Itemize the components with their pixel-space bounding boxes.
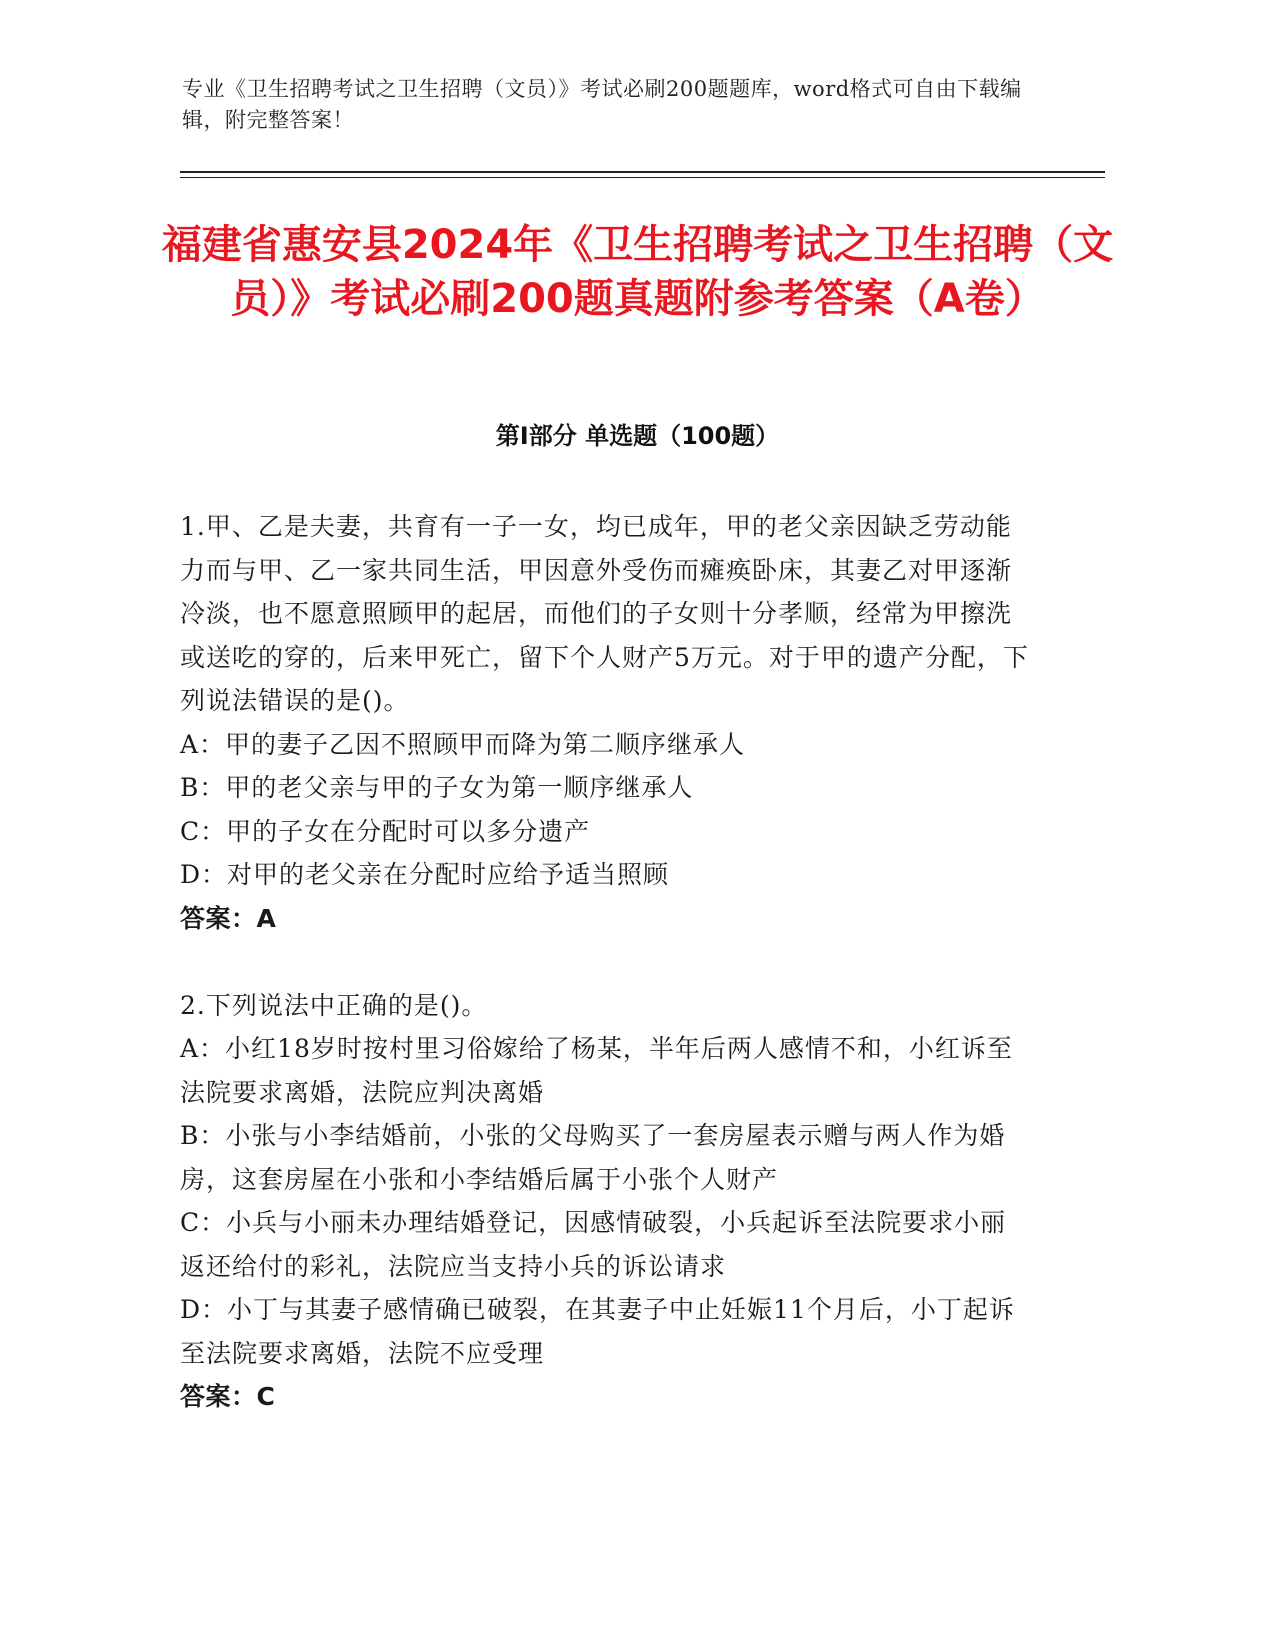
answer-label: 答案：C [180,1382,276,1411]
option-c: C：甲的子女在分配时可以多分遗产 [180,816,591,846]
option-b: B：小张与小李结婚前，小张的父母购买了一套房屋表示赠与两人作为婚房，这套房屋在小张和小李结婚后属于小张个人财产 [180,1121,1006,1194]
header-note: 专业《卫生招聘考试之卫生招聘（文员）》考试必刷200题题库，word格式可自由下载编辑，附完整答案！ [182,77,1022,132]
section-title: 第Ⅰ部分 单选题（100题） [495,422,780,450]
option-d: D：小丁与其妻子感情确已破裂，在其妻子中止妊娠11个月后，小丁起诉至法院要求离婚，法院不应受理 [180,1295,1015,1368]
option-a: A：甲的妻子乙因不照顾甲而降为第二顺序继承人 [180,729,746,759]
header-rule-thin [180,177,1105,178]
option-d: D：对甲的老父亲在分配时应给予适当照顾 [180,860,670,889]
question-stem: 1.甲、乙是夫妻，共育有一子一女，均已成年，甲的老父亲因缺乏劳动能力而与甲、乙一家共同生活，甲因意外受伤而瘫痪卧床，其妻乙对甲逐渐冷淡，也不愿意照顾甲的起居，而他们的子女则十分孝顺，经常为甲擦洗或送吃的穿的，后来甲死亡，留下个人财产5万元。对于甲的遗产分配，下列说法错误的是()。 [180,512,1029,715]
document-title: 福建省惠安县2024年《卫生招聘考试之卫生招聘（文员）》考试必刷200题真题附参考答案（A卷） [161,222,1114,322]
option-b: B：甲的老父亲与甲的子女为第一顺序继承人 [180,773,694,802]
question-stem: 2.下列说法中正确的是()。 [180,990,488,1020]
question-item [180,984,1030,1419]
option-a: A：小红18岁时按村里习俗嫁给了杨某，半年后两人感情不和，小红诉至法院要求离婚，法院应判决离婚 [180,1034,1013,1107]
header-rule-thick [180,171,1105,173]
question-item [180,505,1030,940]
question-list [180,505,1030,1419]
answer-label: 答案：A [180,903,277,933]
option-c: C：小兵与小丽未办理结婚登记，因感情破裂，小兵起诉至法院要求小丽返还给付的彩礼，法院应当支持小兵的诉讼请求 [180,1208,1007,1281]
